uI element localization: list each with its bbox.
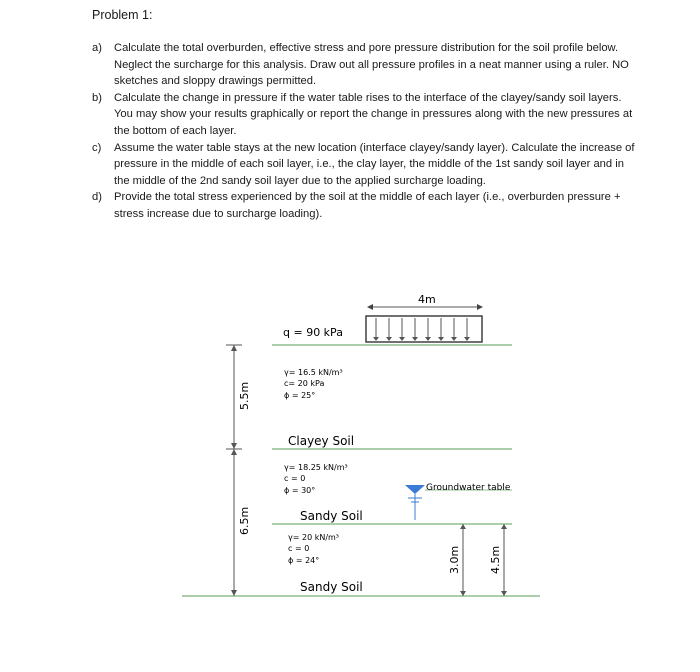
layer1-name: Clayey Soil (288, 434, 355, 448)
layer3-name: Sandy Soil (300, 580, 363, 594)
groundwater-table-symbol (405, 485, 425, 520)
problem-title: Problem 1: (92, 8, 153, 22)
left-dim-top-label: 5.5m (238, 381, 251, 410)
layer2-name: Sandy Soil (300, 509, 363, 523)
question-text: Assume the water table stays at the new location (interface clayey/sandy layer). Calculate the increase of pressure in the middle of each soil layer, i.e., the clay layer, the middle of the 1st sandy soil layer and in the middle of the 2nd sandy soil layer due to the applied surcharge loading. (114, 141, 635, 187)
question-label: a) (92, 42, 102, 54)
layer2-phi: ϕ = 30° (284, 486, 316, 495)
surcharge-label: q = 90 kPa (283, 326, 343, 339)
question-label: b) (92, 91, 102, 104)
right-dim-inner-label: 3.0m (448, 545, 461, 574)
groundwater-label: Groundwater table (426, 483, 511, 493)
left-dim-bottom-label: 6.5m (238, 506, 251, 535)
question-label: d) (92, 191, 102, 204)
question-label: c) (92, 141, 102, 154)
surcharge-load-block (366, 316, 482, 342)
question-text: Calculate the change in pressure if the water table rises to the interface of the clayey/sandy soil layers. You may show your results graphically or report the change in pressures along with the new pressures at the bottom of each layer. (114, 91, 633, 137)
right-dim-outer-label: 4.5m (489, 545, 502, 574)
layer3-gamma: γ= 20 kN/m³ (288, 533, 340, 542)
load-width-label: 4m (418, 293, 436, 306)
layer1-phi: ϕ = 25° (284, 391, 316, 400)
layer2-gamma: γ= 18.25 kN/m³ (284, 463, 348, 472)
layer1-gamma: γ= 16.5 kN/m³ (284, 368, 343, 377)
question-text: Calculate the total overburden, effective stress and pore pressure distribution for the soil profile below. Neglect the surcharge for this analysis. Draw out all pressure profiles in a neat manner using a ruler. NO sketches and sloppy drawings permitted. (114, 42, 629, 88)
layer2-cohesion: c = 0 (284, 474, 306, 483)
layer3-cohesion: c = 0 (288, 544, 310, 553)
question-text: Provide the total stress experienced by the soil at the middle of each layer (i.e., overburden pressure + stress increase due to surcharge loading). (114, 191, 621, 220)
layer1-cohesion: c= 20 kPa (284, 379, 325, 388)
layer3-phi: ϕ = 24° (288, 556, 320, 565)
